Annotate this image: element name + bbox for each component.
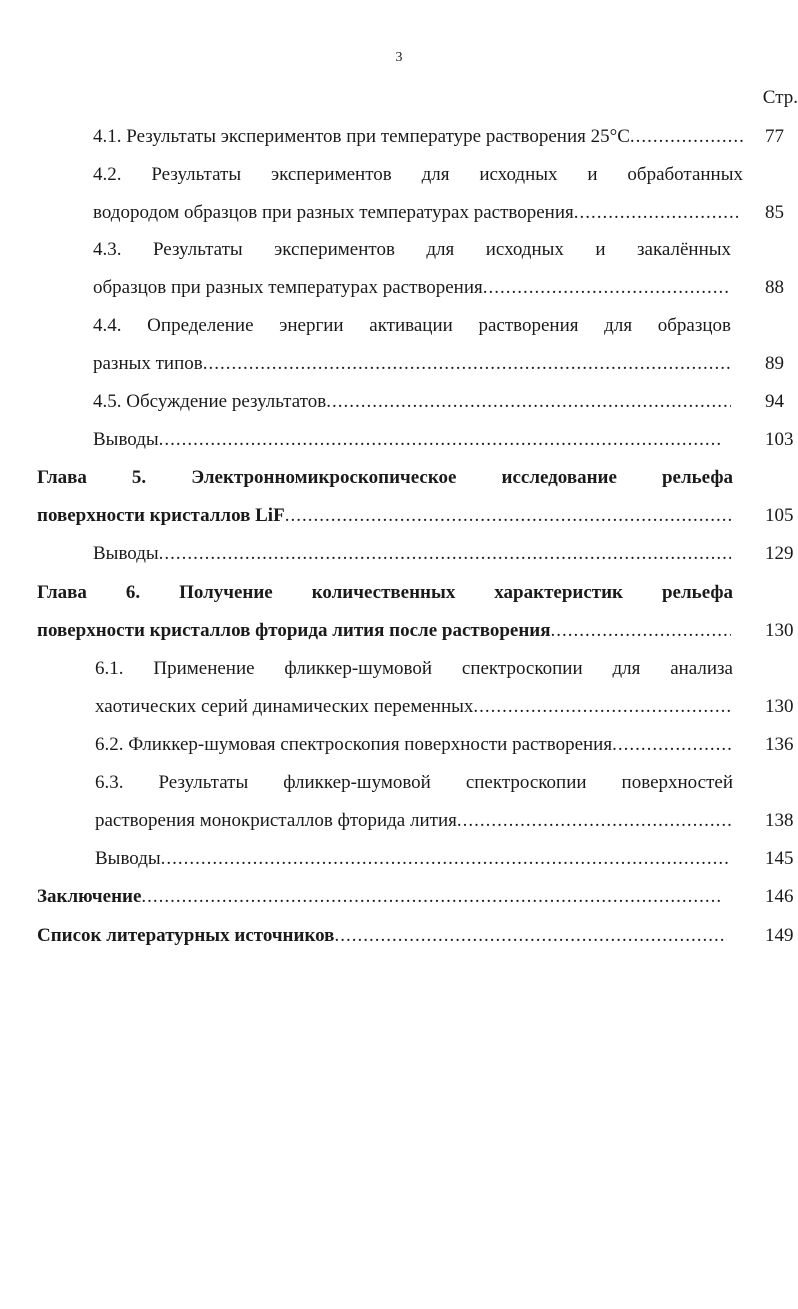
- toc-entry-4-4[interactable]: разных типов .....: [93, 351, 731, 377]
- toc-conclusion[interactable]: Заключение .....: [37, 884, 723, 910]
- toc-entry-4-4-line1[interactable]: 4.4. Определение энергии активации растворения для образцов: [93, 315, 731, 336]
- dot-leader: [574, 200, 738, 226]
- toc-page-4-4: 89: [765, 353, 784, 374]
- toc-chapter-5-line1[interactable]: Глава 5. Электронномикроскопическое исследование рельефа: [37, 467, 733, 488]
- toc-chapter-6-line1[interactable]: Глава 6. Получение количественных характеристик рельефа: [37, 582, 733, 603]
- dot-leader: [551, 618, 731, 644]
- dot-leader: [161, 846, 731, 872]
- toc-entry-6-3[interactable]: растворения монокристаллов фторида лития .....: [95, 808, 731, 834]
- toc-entry-6-3-line1[interactable]: 6.3. Результаты фликкер-шумовой спектроскопии поверхностей: [95, 772, 733, 793]
- toc-page-ch4-conclusions: 103: [765, 429, 794, 450]
- toc-page-ch6: 130: [765, 620, 794, 641]
- toc-entry-ch6-conclusions[interactable]: Выводы .....: [95, 846, 731, 872]
- toc-entry-6-2[interactable]: 6.2. Фликкер-шумовая спектроскопия поверхности растворения .....: [95, 732, 731, 758]
- toc-page-conclusion: 146: [765, 886, 794, 907]
- toc-entry-ch5-conclusions[interactable]: Выводы .....: [93, 541, 731, 567]
- dot-leader: [334, 923, 727, 949]
- toc-entry-6-1[interactable]: хаотических серий динамических переменных .....: [95, 694, 731, 720]
- toc-page-references: 149: [765, 925, 794, 946]
- toc-entry-4-5[interactable]: 4.5. Обсуждение результатов .....: [93, 389, 731, 415]
- toc-chapter-5[interactable]: поверхности кристаллов LiF .....: [37, 503, 731, 529]
- toc-chapter-6[interactable]: поверхности кристаллов фторида лития после растворения .....: [37, 618, 731, 644]
- dot-leader: [612, 732, 731, 758]
- toc-page-4-5: 94: [765, 391, 784, 412]
- toc-entry-6-1-line1[interactable]: 6.1. Применение фликкер-шумовой спектроскопии для анализа: [95, 658, 733, 679]
- dot-leader: [285, 503, 731, 529]
- toc-entry-4-2-line1[interactable]: 4.2. Результаты экспериментов для исходных и обработанных: [93, 164, 743, 185]
- toc-page-4-1: 77: [765, 126, 784, 147]
- toc-page-ch5: 105: [765, 505, 794, 526]
- toc-page-ch6-conclusions: 145: [765, 848, 794, 869]
- dot-leader: [159, 541, 731, 567]
- toc-entry-4-3[interactable]: образцов при разных температурах растворения .....: [93, 275, 731, 301]
- dot-leader: [457, 808, 731, 834]
- toc-page-4-2: 85: [765, 202, 784, 223]
- toc-entry-4-3-line1[interactable]: 4.3. Результаты экспериментов для исходных и закалённых: [93, 239, 731, 260]
- page-number: 3: [395, 50, 403, 65]
- dot-leader: [473, 694, 731, 720]
- dot-leader: [326, 389, 731, 415]
- toc-entry-4-1[interactable]: 4.1. Результаты экспериментов при температуре растворения 25°С .....: [93, 124, 745, 150]
- dot-leader: [203, 351, 731, 377]
- dot-leader: [141, 884, 723, 910]
- toc-page-6-3: 138: [765, 810, 794, 831]
- toc-page-6-2: 136: [765, 734, 794, 755]
- toc-page-4-3: 88: [765, 277, 784, 298]
- dot-leader: [483, 275, 731, 301]
- page-column-header: Стр.: [762, 87, 798, 108]
- toc-page-ch5-conclusions: 129: [765, 543, 794, 564]
- dot-leader: [159, 427, 721, 453]
- toc-entry-ch4-conclusions[interactable]: Выводы .....: [93, 427, 721, 453]
- toc-entry-4-2[interactable]: водородом образцов при разных температурах растворения .....: [93, 200, 738, 226]
- toc-references[interactable]: Список литературных источников .....: [37, 923, 727, 949]
- dot-leader: [630, 124, 745, 150]
- toc-page-6-1: 130: [765, 696, 794, 717]
